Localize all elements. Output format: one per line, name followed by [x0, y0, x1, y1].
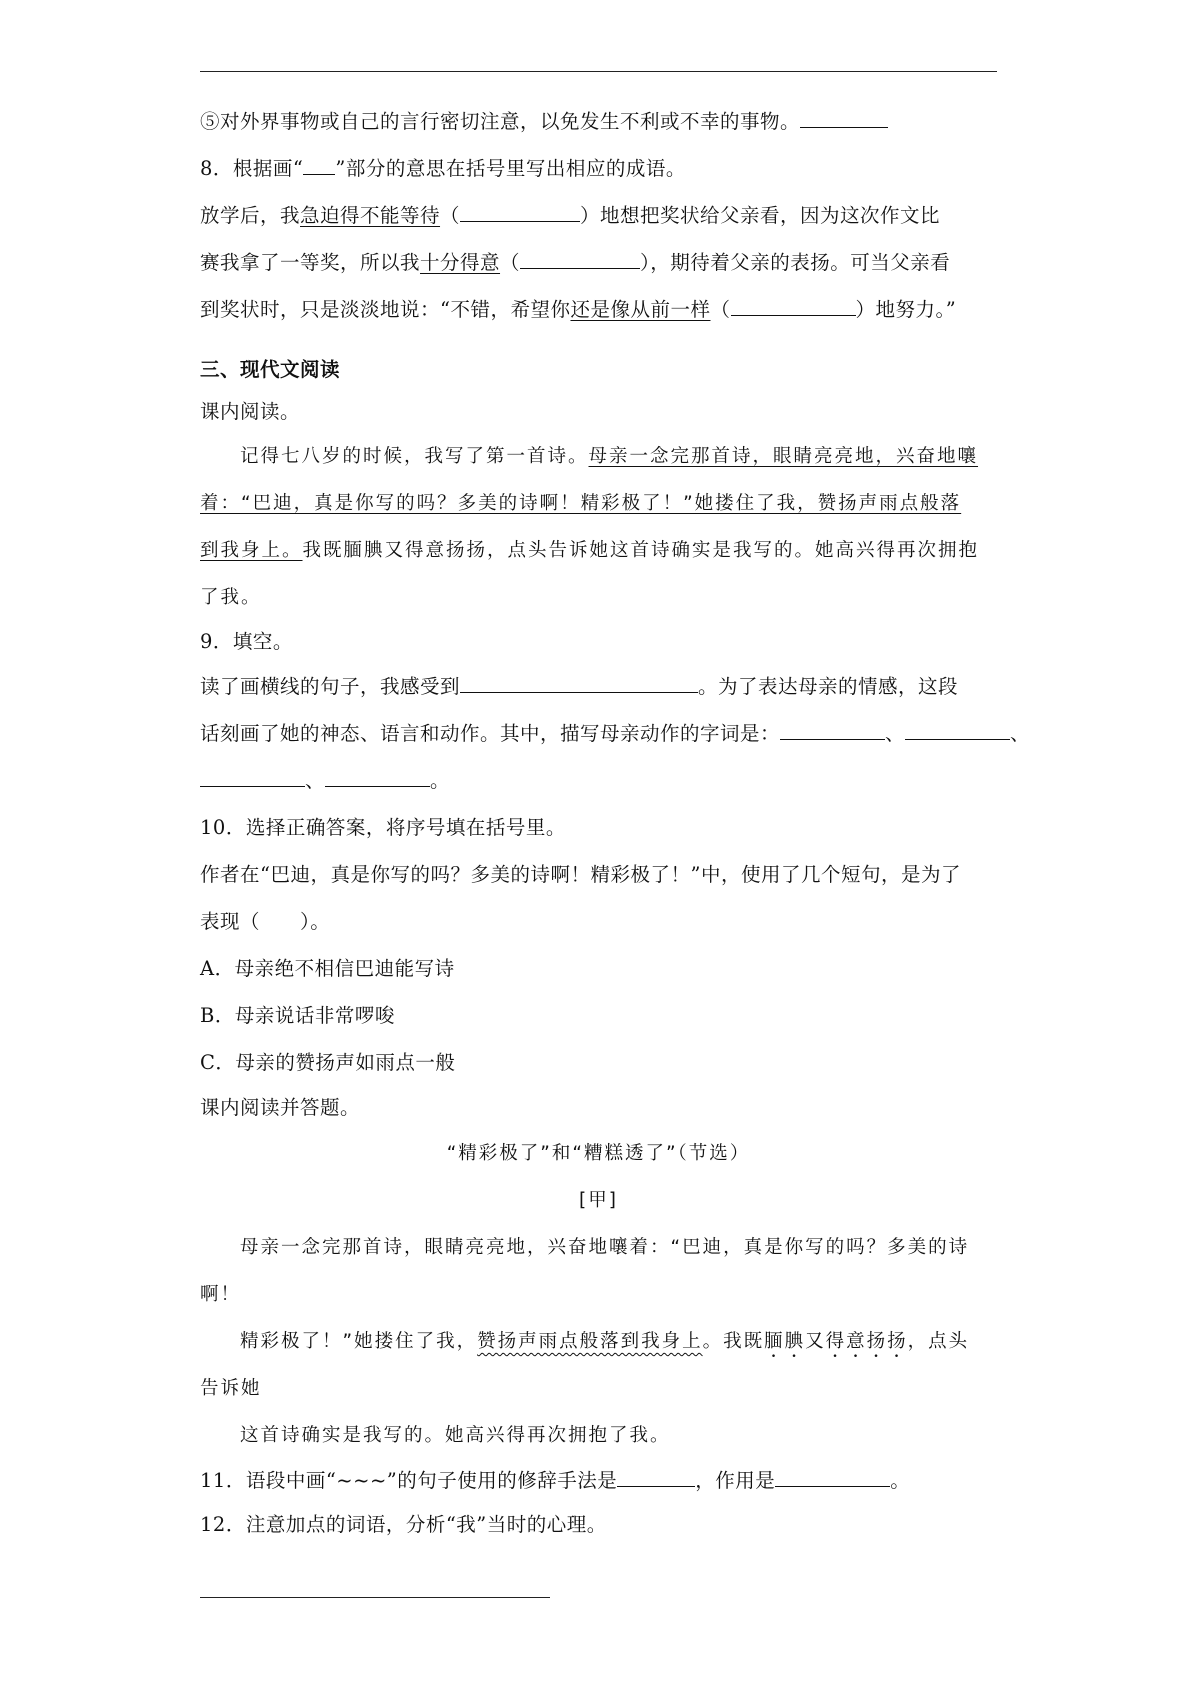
q8-line-3: 到奖状时，只是淡淡地说：“不错，希望你还是像从前一样（ ）地努力。”	[200, 286, 997, 333]
q9-line-3: 、 。	[200, 757, 997, 804]
q9-blank-action-4[interactable]	[325, 765, 430, 787]
q9-blank-action-2[interactable]	[905, 718, 1010, 740]
q10-option-b[interactable]: B．母亲说话非常啰唆	[200, 1004, 395, 1027]
q11-blank-rhetoric[interactable]	[617, 1465, 695, 1487]
reading-2-label: [甲]	[579, 1190, 618, 1211]
passage-1-line-2: 着：“巴迪，真是你写的吗？多美的诗啊！精彩极了！”她搂住了我，赞扬声雨点般落	[200, 493, 962, 514]
passage-1-line-4: 了我。	[200, 587, 262, 608]
q8-underlined-phrase-3: 还是像从前一样	[570, 298, 711, 321]
q8-underlined-phrase-2: 十分得意	[420, 251, 501, 274]
reading-2-title: “精彩极了”和“糟糕透了”（节选）	[446, 1143, 751, 1164]
q8-title-underline-sample	[303, 153, 335, 175]
q10-title: 10．选择正确答案，将序号填在括号里。	[200, 816, 566, 839]
q9-line-2: 话刻画了她的神态、语言和动作。其中，描写母亲动作的字词是： 、 、	[200, 710, 997, 757]
footer-rule	[200, 1597, 550, 1598]
q9-blank-feeling[interactable]	[460, 671, 698, 693]
q10-option-c[interactable]: C．母亲的赞扬声如雨点一般	[200, 1051, 456, 1074]
q10-line-2[interactable]: 表现（ ）。	[200, 910, 331, 933]
q10-line-1: 作者在“巴迪，真是你写的吗？多美的诗啊！精彩极了！”中，使用了几个短句，是为了	[200, 863, 961, 886]
section-3-title: 三、现代文阅读	[200, 358, 341, 381]
passage-2-line-4: 告诉她	[200, 1378, 262, 1399]
passage-1-underlined-sentence: 母亲一念完那首诗，眼睛亮亮地，兴奋地嚷	[588, 446, 979, 467]
q8-blank-3[interactable]	[731, 294, 856, 316]
passage-1-line-1: 记得七八岁的时候，我写了第一首诗。母亲一念完那首诗，眼睛亮亮地，兴奋地嚷	[240, 446, 979, 467]
worksheet-page	[200, 98, 1031, 1547]
header-rule	[200, 71, 997, 72]
passage-2-line-3: 精彩极了！”她搂住了我，赞扬声雨点般落到我身上。我既腼腆又得意扬扬，点头	[240, 1331, 970, 1352]
passage-1-line-3: 到我身上。我既腼腆又得意扬扬，点头告诉她这首诗确实是我写的。她高兴得再次拥抱	[200, 540, 980, 561]
q8-blank-1[interactable]	[460, 200, 580, 222]
q9-line-1: 读了画横线的句子，我感受到 。为了表达母亲的情感，这段	[200, 663, 997, 710]
reading-1-intro: 课内阅读。	[200, 400, 301, 423]
q12: 12．注意加点的词语，分析“我”当时的心理。	[200, 1513, 607, 1536]
passage-2-line-1: 母亲一念完那首诗，眼睛亮亮地，兴奋地嚷着：“巴迪，真是你写的吗？多美的诗	[240, 1237, 970, 1258]
passage-2-line-2: 啊！	[200, 1284, 242, 1305]
q8-line-2: 赛我拿了一等奖，所以我十分得意（ ），期待着父亲的表扬。可当父亲看	[200, 239, 997, 286]
q8-underlined-phrase-1: 急迫得不能等待	[300, 204, 441, 227]
q7-item-5-blank[interactable]	[800, 106, 888, 128]
q8-title: 8．根据画“ ”部分的意思在括号里写出相应的成语。	[200, 145, 997, 192]
passage-2-wavy-sentence: 赞扬声雨点般落到我身上	[477, 1331, 703, 1352]
q8-blank-2[interactable]	[520, 247, 640, 269]
q9-blank-action-3[interactable]	[200, 765, 305, 787]
dotted-word-2: 得意扬扬	[825, 1331, 908, 1352]
q9-blank-action-1[interactable]	[780, 718, 885, 740]
dotted-word-1: 腼腆	[764, 1331, 806, 1352]
reading-2-intro: 课内阅读并答题。	[200, 1096, 361, 1119]
passage-2-line-5: 这首诗确实是我写的。她高兴得再次拥抱了我。	[240, 1425, 671, 1446]
q11-blank-effect[interactable]	[775, 1465, 890, 1487]
q11: 11．语段中画“~~~”的句子使用的修辞手法是 ，作用是 。	[200, 1459, 997, 1503]
q7-item-5: ⑤对外界事物或自己的言行密切注意，以免发生不利或不幸的事物。	[200, 98, 997, 145]
q9-title: 9．填空。	[200, 630, 293, 653]
q10-option-a[interactable]: A．母亲绝不相信巴迪能写诗	[200, 957, 455, 980]
q8-line-1: 放学后，我急迫得不能等待（ ）地想把奖状给父亲看，因为这次作文比	[200, 192, 997, 239]
